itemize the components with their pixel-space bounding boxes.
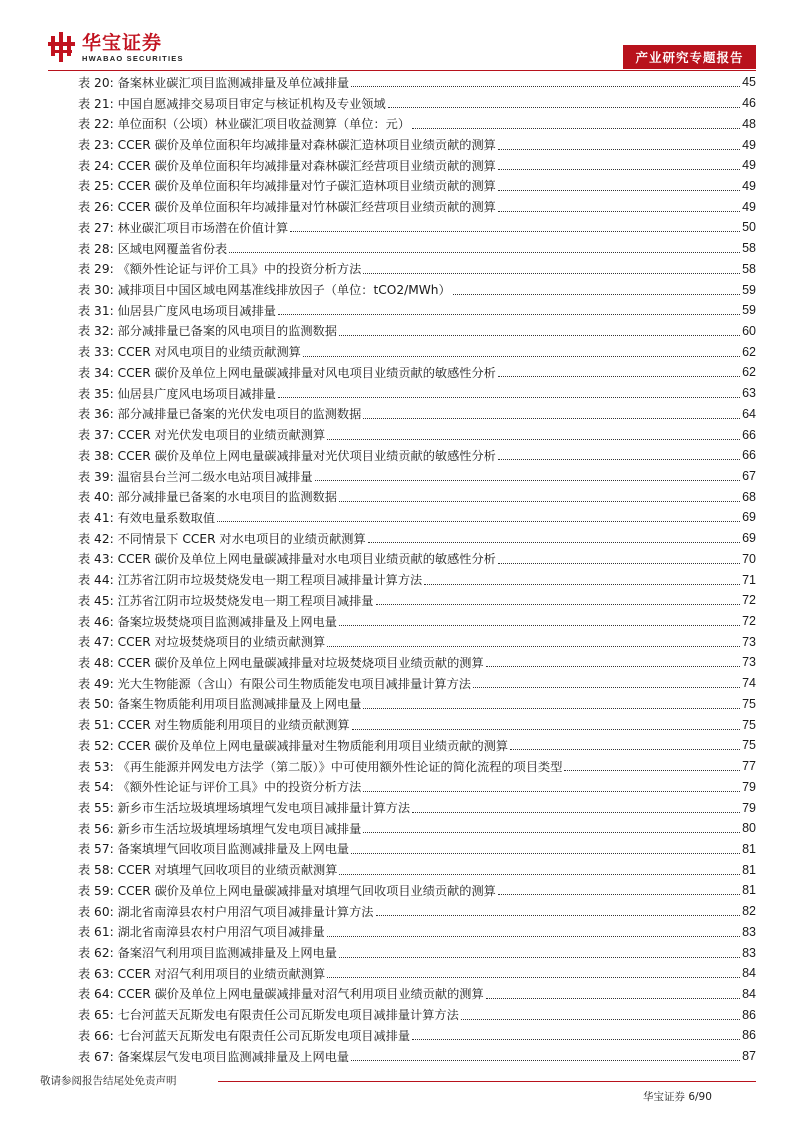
toc-entry-page: 49 (742, 158, 756, 173)
toc-leader-dots (486, 665, 740, 667)
toc-leader-dots (363, 790, 740, 792)
toc-entry-title: CCER 对风电项目的业绩贡献测算 (117, 345, 301, 360)
toc-entry[interactable] (78, 238, 756, 259)
toc-entry[interactable] (78, 756, 756, 777)
toc-entry-page: 66 (742, 427, 756, 442)
toc-entry-page: 49 (742, 137, 756, 152)
footer-disclaimer: 敬请参阅报告结尾处免责声明 (40, 1075, 177, 1087)
toc-entry-page: 49 (742, 178, 756, 193)
toc-entry-label: 表 57: (78, 842, 114, 857)
toc-entry[interactable] (78, 818, 756, 839)
toc-entry[interactable] (78, 776, 756, 797)
toc-entry-label: 表 29: (78, 262, 114, 277)
toc-entry[interactable] (78, 217, 756, 238)
toc-entry-label: 表 62: (78, 946, 114, 961)
toc-entry-label: 表 26: (78, 200, 114, 215)
logo-chinese-name: 华宝证券 (82, 32, 163, 54)
toc-entry[interactable] (78, 321, 756, 342)
toc-entry-label: 表 46: (78, 614, 114, 629)
toc-entry-page: 73 (742, 634, 756, 649)
toc-entry[interactable] (78, 797, 756, 818)
toc-entry-label: 表 34: (78, 365, 114, 380)
toc-entry-page: 71 (742, 572, 756, 587)
toc-entry-label: 表 58: (78, 863, 114, 878)
toc-entry-page: 62 (742, 344, 756, 359)
toc-entry-label: 表 55: (78, 801, 114, 816)
toc-entry[interactable] (78, 694, 756, 715)
toc-entry-title: CCER 碳价及单位面积年均减排量对森林碳汇造林项目业绩贡献的测算 (117, 138, 496, 153)
toc-entry[interactable] (78, 445, 756, 466)
toc-entry-page: 60 (742, 323, 756, 338)
toc-entry-page: 58 (742, 241, 756, 256)
toc-entry[interactable] (78, 93, 756, 114)
toc-leader-dots (363, 831, 740, 833)
toc-entry[interactable] (78, 134, 756, 155)
toc-entry-label: 表 51: (78, 718, 114, 733)
toc-entry[interactable] (78, 279, 756, 300)
toc-leader-dots (498, 893, 740, 895)
toc-leader-dots (351, 85, 740, 87)
toc-entry-label: 表 53: (78, 759, 114, 774)
toc-entry-label: 表 45: (78, 593, 114, 608)
toc-entry-page: 75 (742, 738, 756, 753)
toc-entry-page: 80 (742, 821, 756, 836)
toc-leader-dots (339, 624, 740, 626)
toc-leader-dots (376, 603, 741, 605)
toc-entry-title: CCER 碳价及单位上网电量碳减排量对填埋气回收项目业绩贡献的测算 (117, 883, 496, 898)
toc-entry-title: CCER 对垃圾焚烧项目的业绩贡献测算 (117, 635, 326, 650)
toc-entry-page: 81 (742, 883, 756, 898)
toc-leader-dots (229, 251, 740, 253)
toc-entry-title: CCER 对沼气利用项目的业绩贡献测算 (117, 966, 326, 981)
toc-entry[interactable] (78, 1025, 756, 1046)
toc-entry-title: CCER 碳价及单位面积年均减排量对森林碳汇经营项目业绩贡献的测算 (117, 158, 496, 173)
toc-entry-title: 中国自愿减排交易项目审定与核证机构及专业领域 (117, 96, 386, 111)
toc-entry-page: 45 (742, 75, 756, 90)
toc-entry-title: CCER 对光伏发电项目的业绩贡献测算 (117, 428, 326, 443)
toc-entry-page: 68 (742, 489, 756, 504)
toc-entry[interactable] (78, 196, 756, 217)
toc-entry-title: 温宿县台兰河二级水电站项目减排量 (117, 469, 313, 484)
toc-leader-dots (412, 811, 740, 813)
toc-entry-title: 部分减排量已备案的水电项目的监测数据 (117, 490, 337, 505)
toc-entry[interactable] (78, 341, 756, 362)
toc-entry-label: 表 66: (78, 1028, 114, 1043)
hwabao-logo-icon (48, 32, 76, 62)
toc-leader-dots (564, 769, 740, 771)
toc-entry-label: 表 59: (78, 883, 114, 898)
toc-entry-title: 备案煤层气发电项目监测减排量及上网电量 (117, 1049, 350, 1064)
toc-entry-page: 62 (742, 365, 756, 380)
toc-entry[interactable] (78, 383, 756, 404)
toc-entry-title: 新乡市生活垃圾填埋场填埋气发电项目减排量 (117, 821, 362, 836)
toc-entry-title: 备案沼气利用项目监测减排量及上网电量 (117, 946, 337, 961)
toc-entry-label: 表 52: (78, 738, 114, 753)
toc-leader-dots (363, 272, 740, 274)
toc-leader-dots (388, 106, 740, 108)
toc-entry-title: 《额外性论证与评价工具》中的投资分析方法 (117, 780, 362, 795)
toc-entry-title: 《再生能源并网发电方法学（第二版）》中可使用额外性论证的简化流程的项目类型 (117, 759, 563, 774)
toc-entry-label: 表 25: (78, 179, 114, 194)
toc-entry-title: CCER 碳价及单位面积年均减排量对竹子碳汇造林项目业绩贡献的测算 (117, 179, 496, 194)
toc-leader-dots (498, 148, 740, 150)
toc-entry[interactable] (78, 486, 756, 507)
toc-entry-label: 表 43: (78, 552, 114, 567)
toc-leader-dots (498, 168, 740, 170)
toc-entry-label: 表 28: (78, 241, 114, 256)
toc-entry-title: 《额外性论证与评价工具》中的投资分析方法 (117, 262, 362, 277)
toc-leader-dots (339, 873, 740, 875)
toc-entry-title: 部分减排量已备案的风电项目的监测数据 (117, 324, 337, 339)
toc-entry-page: 69 (742, 531, 756, 546)
toc-leader-dots (412, 127, 740, 129)
toc-entry-page: 79 (742, 779, 756, 794)
toc-entry-page: 66 (742, 448, 756, 463)
toc-entry-title: CCER 碳价及单位上网电量碳减排量对水电项目业绩贡献的敏感性分析 (117, 552, 496, 567)
toc-leader-dots (498, 189, 740, 191)
toc-entry-title: 湖北省南漳县农村户用沼气项目减排量计算方法 (117, 904, 374, 919)
toc-entry-label: 表 50: (78, 697, 114, 712)
logo-english-name: HWABAO SECURITIES (82, 54, 184, 63)
toc-leader-dots (339, 500, 740, 502)
toc-entry-title: 仙居县广度风电场项目减排量 (117, 303, 276, 318)
toc-entry-title: 单位面积（公顷）林业碳汇项目收益测算（单位：元） (117, 117, 411, 132)
toc-entry[interactable] (78, 507, 756, 528)
toc-entry-label: 表 37: (78, 428, 114, 443)
toc-entry-title: 减排项目中国区域电网基准线排放因子（单位：tCO2/MWh） (117, 283, 451, 298)
toc-leader-dots (461, 1018, 740, 1020)
toc-entry[interactable] (78, 611, 756, 632)
toc-leader-dots (351, 852, 740, 854)
toc-entry-page: 77 (742, 759, 756, 774)
toc-entry-page: 79 (742, 800, 756, 815)
toc-leader-dots (510, 748, 740, 750)
toc-entry[interactable] (78, 549, 756, 570)
toc-entry-page: 72 (742, 593, 756, 608)
toc-entry[interactable] (78, 652, 756, 673)
toc-entry-title: 江苏省江阴市垃圾焚烧发电一期工程项目减排量计算方法 (117, 573, 423, 588)
toc-entry[interactable] (78, 880, 756, 901)
toc-entry-label: 表 48: (78, 655, 114, 670)
toc-entry[interactable] (78, 258, 756, 279)
toc-entry-title: 部分减排量已备案的光伏发电项目的监测数据 (117, 407, 362, 422)
toc-entry-label: 表 38: (78, 448, 114, 463)
toc-entry-title: 林业碳汇项目市场潜在价值计算 (117, 220, 289, 235)
toc-entry[interactable] (78, 921, 756, 942)
toc-leader-dots (498, 375, 740, 377)
toc-entry-page: 50 (742, 220, 756, 235)
toc-entry-label: 表 49: (78, 676, 114, 691)
toc-entry-title: CCER 碳价及单位上网电量碳减排量对风电项目业绩贡献的敏感性分析 (117, 365, 496, 380)
toc-entry-title: CCER 碳价及单位上网电量碳减排量对生物质能利用项目业绩贡献的测算 (117, 738, 509, 753)
toc-entry[interactable] (78, 569, 756, 590)
toc-entry-title: CCER 碳价及单位面积年均减排量对竹林碳汇经营项目业绩贡献的测算 (117, 200, 496, 215)
toc-entry-page: 58 (742, 261, 756, 276)
toc-leader-dots (453, 293, 740, 295)
toc-leader-dots (368, 541, 740, 543)
toc-entry-page: 81 (742, 841, 756, 856)
toc-entry-title: 新乡市生活垃圾填埋场填埋气发电项目减排量计算方法 (117, 801, 411, 816)
toc-entry[interactable] (78, 424, 756, 445)
toc-entry[interactable] (78, 631, 756, 652)
toc-entry-label: 表 63: (78, 966, 114, 981)
toc-entry[interactable] (78, 963, 756, 984)
toc-entry-title: CCER 碳价及单位上网电量碳减排量对垃圾焚烧项目业绩贡献的测算 (117, 655, 484, 670)
toc-entry-title: 备案填埋气回收项目监测减排量及上网电量 (117, 842, 350, 857)
toc-entry-page: 69 (742, 510, 756, 525)
toc-entry-label: 表 42: (78, 531, 114, 546)
toc-entry-page: 63 (742, 386, 756, 401)
toc-entry-page: 75 (742, 696, 756, 711)
toc-entry-label: 表 36: (78, 407, 114, 422)
toc-leader-dots (339, 956, 740, 958)
toc-entry-page: 59 (742, 282, 756, 297)
report-type-badge: 产业研究专题报告 (623, 45, 756, 69)
footer-page-info: 华宝证券 6/90 (643, 1091, 712, 1103)
toc-entry-label: 表 35: (78, 386, 114, 401)
toc-entry-page: 64 (742, 406, 756, 421)
toc-entry-title: 七台河蓝天瓦斯发电有限责任公司瓦斯发电项目减排量 (117, 1028, 411, 1043)
footer-divider (218, 1081, 756, 1082)
toc-entry-label: 表 21: (78, 96, 114, 111)
toc-leader-dots (363, 417, 740, 419)
toc-entry-label: 表 22: (78, 117, 114, 132)
toc-entry[interactable] (78, 673, 756, 694)
toc-entry-page: 83 (742, 945, 756, 960)
toc-entry-page: 87 (742, 1049, 756, 1064)
toc-entry-label: 表 41: (78, 510, 114, 525)
toc-entry-title: CCER 对填埋气回收项目的业绩贡献测算 (117, 863, 338, 878)
toc-entry[interactable] (78, 984, 756, 1005)
toc-entry-page: 46 (742, 96, 756, 111)
toc-entry-page: 72 (742, 614, 756, 629)
toc-entry-label: 表 60: (78, 904, 114, 919)
page-header (0, 0, 793, 72)
toc-entry[interactable] (78, 942, 756, 963)
toc-leader-dots (412, 1038, 740, 1040)
toc-leader-dots (352, 728, 740, 730)
toc-entry[interactable] (78, 113, 756, 134)
toc-leader-dots (217, 520, 740, 522)
toc-leader-dots (290, 230, 740, 232)
toc-entry-label: 表 47: (78, 635, 114, 650)
toc-entry-label: 表 67: (78, 1049, 114, 1064)
toc-entry-label: 表 64: (78, 987, 114, 1002)
toc-entry-title: 湖北省南漳县农村户用沼气项目减排量 (117, 925, 325, 940)
toc-entry-title: CCER 碳价及单位上网电量碳减排量对光伏项目业绩贡献的敏感性分析 (117, 448, 496, 463)
toc-entry[interactable] (78, 714, 756, 735)
toc-entry-title: CCER 碳价及单位上网电量碳减排量对沼气利用项目业绩贡献的测算 (117, 987, 484, 1002)
toc-entry[interactable] (78, 155, 756, 176)
toc-entry-page: 49 (742, 199, 756, 214)
toc-entry-label: 表 40: (78, 490, 114, 505)
toc-entry-label: 表 20: (78, 75, 114, 90)
toc-entry[interactable] (78, 404, 756, 425)
toc-entry-page: 83 (742, 924, 756, 939)
toc-entry[interactable] (78, 176, 756, 197)
toc-leader-dots (278, 396, 740, 398)
toc-entry-title: 不同情景下 CCER 对水电项目的业绩贡献测算 (117, 531, 366, 546)
toc-entry-title: 七台河蓝天瓦斯发电有限责任公司瓦斯发电项目减排量计算方法 (117, 1008, 459, 1023)
toc-leader-dots (327, 438, 740, 440)
toc-entry-label: 表 33: (78, 345, 114, 360)
toc-entry-label: 表 39: (78, 469, 114, 484)
toc-entry[interactable] (78, 72, 756, 93)
toc-leader-dots (498, 210, 740, 212)
toc-entry-page: 70 (742, 551, 756, 566)
toc-entry[interactable] (78, 735, 756, 756)
toc-entry-label: 表 27: (78, 220, 114, 235)
toc-entry-label: 表 30: (78, 283, 114, 298)
toc-leader-dots (498, 562, 740, 564)
toc-entry[interactable] (78, 528, 756, 549)
table-of-tables (78, 72, 756, 1067)
company-logo (48, 32, 184, 68)
toc-entry-page: 81 (742, 862, 756, 877)
toc-entry-page: 74 (742, 676, 756, 691)
toc-leader-dots (424, 583, 740, 585)
toc-entry-page: 82 (742, 904, 756, 919)
toc-entry-label: 表 23: (78, 138, 114, 153)
toc-leader-dots (351, 1059, 740, 1061)
toc-entry[interactable] (78, 300, 756, 321)
toc-entry-title: CCER 对生物质能利用项目的业绩贡献测算 (117, 718, 350, 733)
toc-entry-label: 表 32: (78, 324, 114, 339)
toc-entry-page: 48 (742, 116, 756, 131)
toc-entry-title: 光大生物能源（含山）有限公司生物质能发电项目减排量计算方法 (117, 676, 471, 691)
toc-entry-page: 84 (742, 986, 756, 1001)
toc-entry[interactable] (78, 1046, 756, 1067)
toc-entry-page: 67 (742, 469, 756, 484)
toc-leader-dots (376, 914, 741, 916)
toc-entry-label: 表 24: (78, 158, 114, 173)
toc-entry[interactable] (78, 590, 756, 611)
toc-leader-dots (315, 479, 741, 481)
toc-entry-label: 表 54: (78, 780, 114, 795)
toc-entry[interactable] (78, 901, 756, 922)
toc-leader-dots (498, 458, 740, 460)
toc-leader-dots (327, 976, 740, 978)
toc-entry-page: 73 (742, 655, 756, 670)
toc-entry-label: 表 31: (78, 303, 114, 318)
toc-leader-dots (473, 686, 740, 688)
toc-entry-page: 84 (742, 966, 756, 981)
toc-entry-title: 仙居县广度风电场项目减排量 (117, 386, 276, 401)
toc-leader-dots (363, 707, 740, 709)
toc-entry[interactable] (78, 362, 756, 383)
toc-entry[interactable] (78, 839, 756, 860)
toc-entry-title: 区域电网覆盖省份表 (117, 241, 228, 256)
toc-entry[interactable] (78, 1004, 756, 1025)
toc-entry-title: 备案林业碳汇项目监测减排量及单位减排量 (117, 75, 350, 90)
toc-entry-title: 有效电量系数取值 (117, 510, 216, 525)
toc-leader-dots (327, 645, 740, 647)
toc-entry-label: 表 61: (78, 925, 114, 940)
toc-entry[interactable] (78, 859, 756, 880)
toc-leader-dots (339, 334, 740, 336)
toc-entry[interactable] (78, 466, 756, 487)
toc-entry-page: 75 (742, 717, 756, 732)
toc-entry-page: 86 (742, 1007, 756, 1022)
header-divider (48, 70, 756, 71)
toc-leader-dots (486, 997, 740, 999)
toc-entry-page: 59 (742, 303, 756, 318)
toc-leader-dots (327, 935, 740, 937)
toc-entry-label: 表 44: (78, 573, 114, 588)
toc-entry-title: 备案生物质能利用项目监测减排量及上网电量 (117, 697, 362, 712)
toc-entry-label: 表 65: (78, 1008, 114, 1023)
toc-entry-title: 备案垃圾焚烧项目监测减排量及上网电量 (117, 614, 337, 629)
toc-leader-dots (278, 313, 740, 315)
toc-leader-dots (303, 355, 740, 357)
toc-entry-page: 86 (742, 1028, 756, 1043)
toc-entry-title: 江苏省江阴市垃圾焚烧发电一期工程项目减排量 (117, 593, 374, 608)
toc-entry-label: 表 56: (78, 821, 114, 836)
